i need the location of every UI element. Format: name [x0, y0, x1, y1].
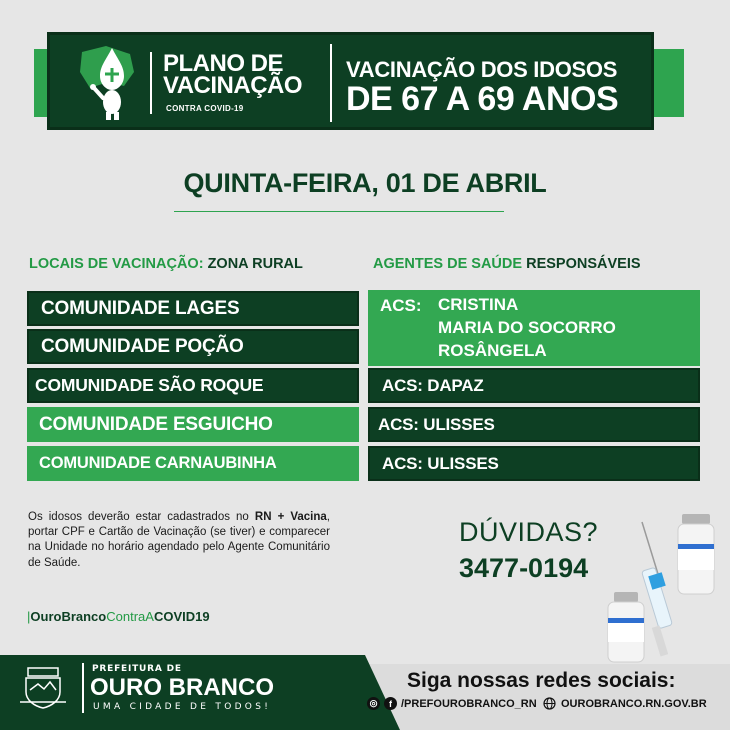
social-handle[interactable]: /PREFOUROBRANCO_RN	[401, 697, 537, 710]
locations-heading	[29, 256, 303, 272]
note-text: Os idosos deverão estar cadastrados no	[28, 511, 255, 523]
plan-title	[163, 50, 323, 99]
globe-icon	[543, 697, 556, 710]
date-underline	[174, 211, 504, 212]
agent-name: CRISTINA	[438, 295, 519, 314]
agents-heading-rest: RESPONSÁVEIS	[526, 256, 641, 272]
hashtag-part: COVID19	[153, 609, 210, 624]
location-name: COMUNIDADE SÃO ROQUE	[35, 375, 264, 395]
locations-heading-zone: ZONA RURAL	[207, 256, 303, 272]
location-name: COMUNIDADE CARNAUBINHA	[39, 454, 277, 472]
hashtag-part: OuroBranco	[30, 609, 107, 624]
doubts-heading: DÚVIDAS?	[459, 517, 599, 547]
mascot-icon	[76, 42, 140, 122]
header-accent-right	[650, 49, 684, 117]
city-slogan: UMA CIDADE DE TODOS!	[93, 702, 272, 712]
agent-name: ACS: ULISSES	[378, 414, 495, 434]
facebook-icon: f	[384, 697, 397, 710]
plan-title-line2: VACINAÇÃO	[163, 72, 303, 99]
note-text: , portar CPF e Cartão de Vacinação (se tiver) e comparecer na Unidade no horário agendado pelo Agente Comunitário de Saúde.	[28, 511, 330, 569]
agent-name: MARIA DO SOCORRO	[438, 318, 616, 337]
locations-heading-accent: LOCAIS DE VACINAÇÃO:	[29, 256, 204, 272]
plan-subtitle: CONTRA COVID-19	[166, 104, 244, 113]
prefeitura-label: PREFEITURA DE	[92, 664, 182, 674]
hashtag-part: ContraA	[106, 609, 154, 624]
agents-heading-accent: AGENTES DE SAÚDE	[373, 256, 523, 272]
plan-title-line1: PLANO DE	[163, 50, 284, 77]
agents-heading	[373, 256, 641, 272]
location-name: COMUNIDADE LAGES	[41, 297, 240, 319]
social-heading: Siga nossas redes sociais:	[407, 669, 676, 692]
agent-row	[368, 368, 700, 403]
website-url[interactable]: OUROBRANCO.RN.GOV.BR	[561, 697, 707, 710]
city-crest-icon	[18, 662, 68, 712]
website-link[interactable]	[543, 697, 707, 710]
registration-note	[28, 510, 330, 571]
location-row	[27, 368, 359, 403]
location-row	[27, 329, 359, 364]
footer-divider	[82, 663, 84, 713]
header-divider-2	[330, 44, 332, 122]
location-name: COMUNIDADE POÇÃO	[41, 335, 244, 357]
note-system-name: RN + Vacina	[254, 511, 327, 523]
location-name: COMUNIDADE ESGUICHO	[39, 413, 273, 435]
city-name: OURO BRANCO	[90, 674, 274, 701]
agent-row	[368, 446, 700, 481]
header-divider	[150, 52, 152, 114]
agent-label: ACS:	[380, 296, 422, 315]
instagram-icon: ◎	[367, 697, 380, 710]
location-row	[27, 446, 359, 481]
location-row	[27, 291, 359, 326]
agent-name: ACS: DAPAZ	[382, 375, 484, 395]
agent-row	[368, 407, 700, 442]
hashtag-bar: |	[27, 609, 31, 624]
campaign-title-line1: VACINAÇÃO DOS IDOSOS	[346, 57, 618, 82]
vaccine-vials-icon	[590, 508, 720, 668]
agent-name: ROSÂNGELA	[438, 341, 547, 360]
campaign-title-line2: DE 67 A 69 ANOS	[346, 80, 619, 118]
campaign-hashtag	[27, 609, 210, 624]
location-row	[27, 407, 359, 442]
social-handle-link[interactable]	[367, 697, 537, 710]
event-date: QUINTA-FEIRA, 01 DE ABRIL	[183, 168, 547, 198]
phone-number[interactable]: 3477-0194	[459, 553, 589, 583]
agent-name: ACS: ULISSES	[382, 453, 499, 473]
agent-group	[368, 290, 700, 366]
